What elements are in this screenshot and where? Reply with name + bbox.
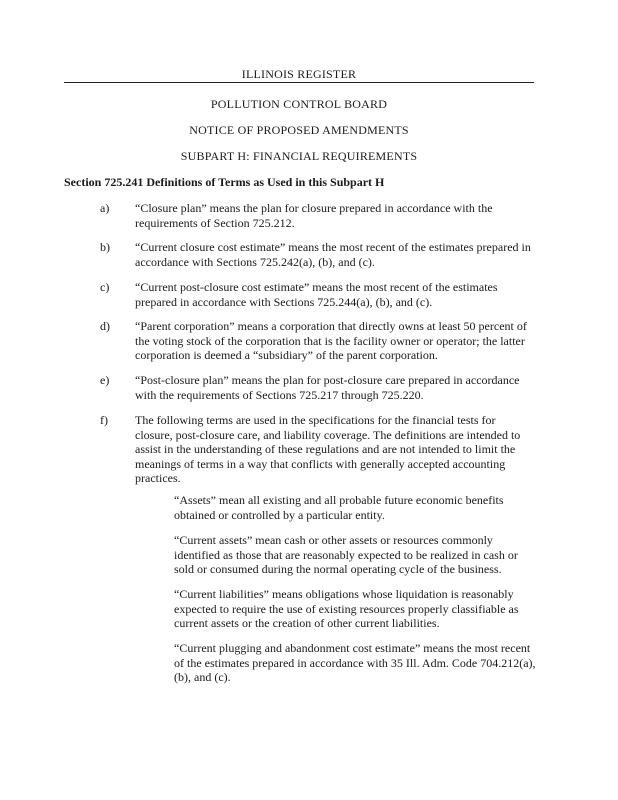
item-d-text: “Parent corporation” means a corporation that directly owns at least 50 percent of the voting stock of the corporation that is the facility owner or operator; the latter corporation is deemed a “subsidiary” of the parent corporation. bbox=[135, 319, 527, 362]
item-a-label: a) bbox=[100, 201, 110, 215]
item-a-text: “Closure plan” means the plan for closure prepared in accordance with the requirements of Section 725.212. bbox=[135, 201, 493, 230]
section-title: Section 725.241 Definitions of Terms as Used in this Subpart H bbox=[64, 175, 385, 189]
item-e-label: e) bbox=[100, 373, 110, 387]
board-heading: POLLUTION CONTROL BOARD bbox=[210, 97, 388, 111]
definition-current-liabilities: “Current liabilities” means obligations whose liquidation is reasonably expected to require the use of existing resources properly classifiable as current assets or the creation of other current liabilities. bbox=[174, 587, 519, 630]
definition-plugging-abandonment: “Current plugging and abandonment cost estimate” means the most recent of the estimates prepared in accordance with 35 Ill. Adm. Code 704.212(a), (b), and (c). bbox=[174, 641, 536, 684]
item-d-label: d) bbox=[100, 319, 110, 333]
notice-heading: NOTICE OF PROPOSED AMENDMENTS bbox=[189, 123, 409, 137]
definition-assets: “Assets” mean all existing and all probable future economic benefits obtained or controlled by a particular entity. bbox=[174, 493, 504, 522]
register-title: ILLINOIS REGISTER bbox=[241, 67, 357, 81]
item-e-text: “Post-closure plan” means the plan for post-closure care prepared in accordance with the requirements of Sections 725.217 through 725.220. bbox=[135, 373, 520, 402]
item-f-text: The following terms are used in the specifications for the financial tests for closure, post-closure care, and liability coverage. The definitions are intended to assist in the understanding of these regulations and are not intended to limit the meanings of terms in a way that conflicts with generally accepted accounting practices. bbox=[135, 413, 521, 485]
item-b-label: b) bbox=[100, 240, 110, 254]
item-c-text: “Current post-closure cost estimate” means the most recent of the estimates prepared in accordance with Sections 725.244(a), (b), and (c). bbox=[135, 280, 498, 309]
item-b-text: “Current closure cost estimate” means the most recent of the estimates prepared in accordance with Sections 725.242(a), (b), and (c). bbox=[135, 240, 531, 269]
subpart-heading: SUBPART H: FINANCIAL REQUIREMENTS bbox=[180, 149, 418, 163]
item-c-label: c) bbox=[100, 280, 110, 294]
item-f-label: f) bbox=[100, 413, 108, 427]
definition-current-assets: “Current assets” mean cash or other assets or resources commonly identified as those that are reasonably expected to be realized in cash or sold or consumed during the normal operating cycle of the business. bbox=[174, 533, 518, 576]
header-rule bbox=[64, 82, 534, 83]
